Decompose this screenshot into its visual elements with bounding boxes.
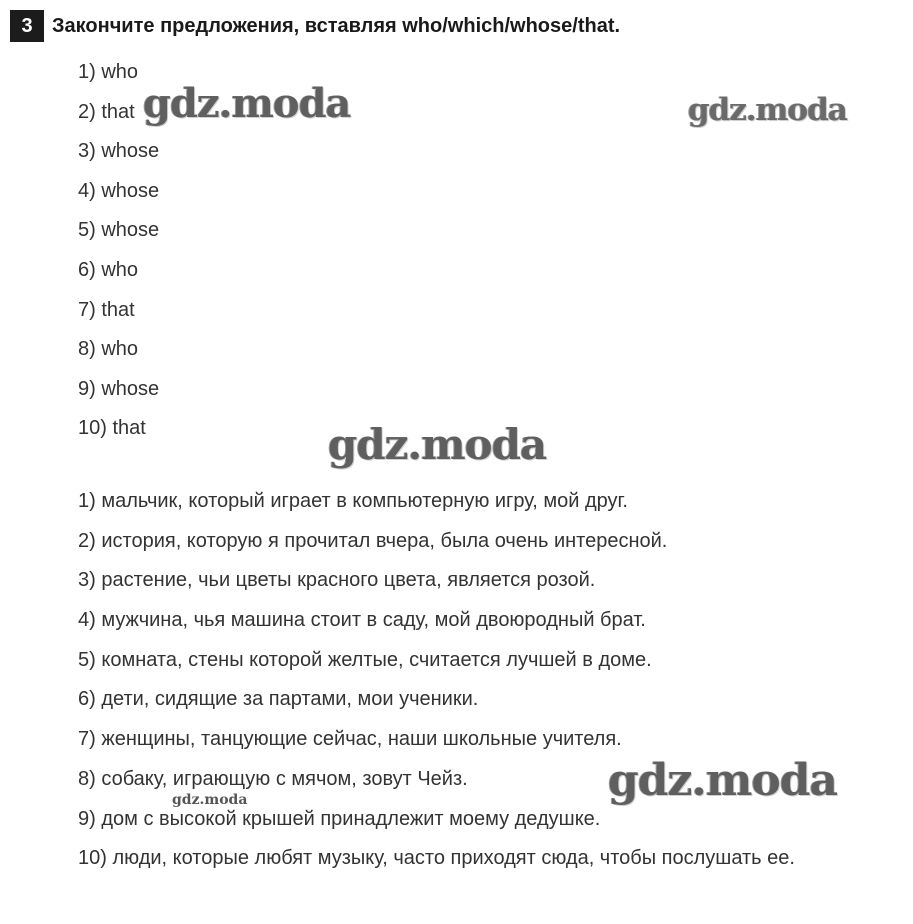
translations-list [78,482,795,879]
translation-item: 4) мужчина, чья машина стоит в саду, мой двоюродный брат. [78,609,646,632]
answer-item: 3) whose [78,140,160,163]
translation-item: 10) люди, которые любят музыку, часто приходят сюда, чтобы послушать ее. [78,847,795,870]
translation-item: 9) дом с высокой крышей принадлежит моему дедушке. [78,807,601,830]
translation-item: 2) история, которую я прочитал вчера, была очень интересной. [78,529,668,552]
answer-item: 5) whose [78,219,160,242]
answer-item: 10) that [78,417,146,440]
translation-item: 8) собаку, играющую с мячом, зовут Чейз. [78,767,468,790]
translation-item: 5) комната, стены которой желтые, считается лучшей в доме. [78,648,652,671]
translation-item: 7) женщины, танцующие сейчас, наши школьные учителя. [78,728,622,751]
watermark: gdz.moda [608,755,838,806]
watermark: gdz.moda [688,92,847,128]
answer-item: 1) who [78,61,139,83]
watermark: gdz.moda [328,420,547,469]
translation-item: 6) дети, сидящие за партами, мои ученики. [78,688,479,711]
answer-item: 2) that [78,100,135,123]
answer-item: 4) whose [78,179,160,202]
watermark: gdz.moda [172,792,248,808]
answer-item: 9) whose [78,377,160,400]
task-title: Закончите предложения, вставляя who/which/whose/that. [52,14,621,37]
translation-item: 1) мальчик, который играет в компьютерную игру, мой друг. [78,490,628,512]
watermark: gdz.moda [143,80,351,127]
answer-item: 6) who [78,258,139,281]
answer-item: 7) that [78,298,135,321]
translation-item: 3) растение, чьи цветы красного цвета, является розой. [78,569,596,592]
task-number-badge: 3 [10,10,44,42]
answer-item: 8) who [78,338,139,361]
task-header [10,10,620,42]
